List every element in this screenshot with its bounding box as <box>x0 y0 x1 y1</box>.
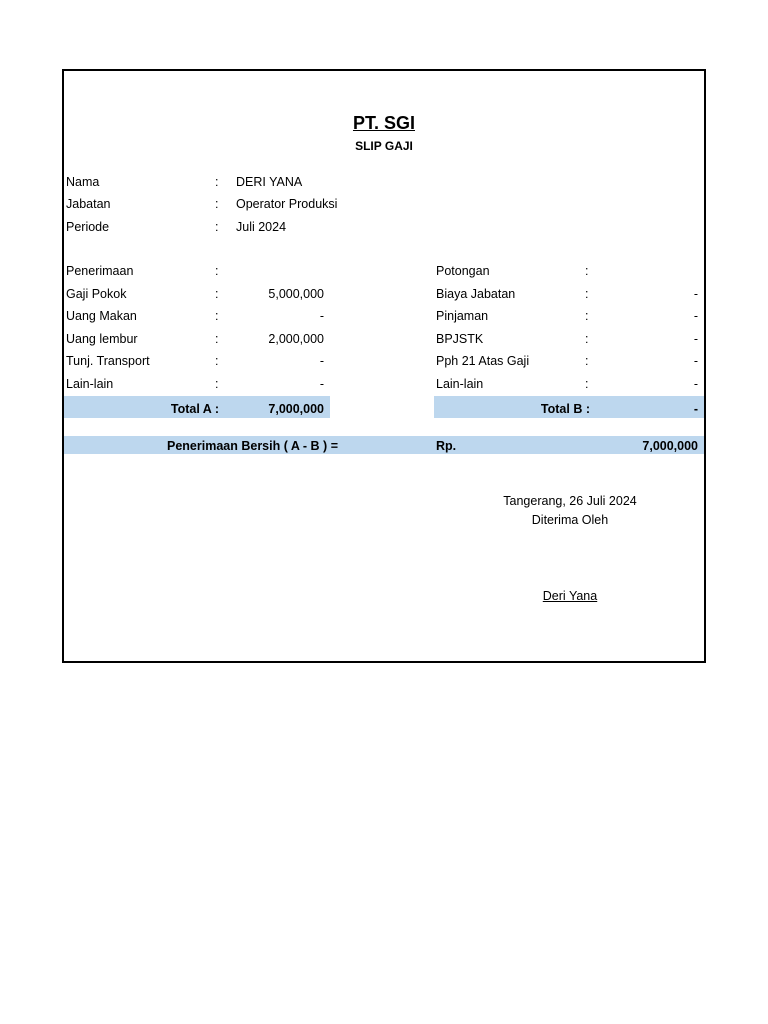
deduction-label: Biaya Jabatan <box>436 287 516 301</box>
net-pay-currency: Rp. <box>436 439 457 453</box>
earning-value: 5,000,000 <box>268 287 324 301</box>
earnings-header: Penerimaan <box>66 264 134 278</box>
earning-label: Uang Makan <box>66 309 137 323</box>
earning-colon: : <box>215 309 219 323</box>
earning-colon: : <box>215 332 219 346</box>
earning-label: Tunj. Transport <box>66 354 150 368</box>
earning-label: Lain-lain <box>66 377 114 391</box>
period-value: Juli 2024 <box>236 220 287 234</box>
earning-value: 2,000,000 <box>268 332 324 346</box>
total-a-label: Total A : <box>170 402 219 416</box>
deduction-value: - <box>693 287 698 301</box>
deductions-header-colon: : <box>585 264 589 278</box>
position-colon: : <box>215 197 219 211</box>
slip-title: SLIP GAJI <box>355 139 413 153</box>
earning-label: Gaji Pokok <box>66 287 127 301</box>
net-pay-label: Penerimaan Bersih ( A - B ) = <box>167 439 338 453</box>
deduction-colon: : <box>585 287 589 301</box>
period-label: Periode <box>66 220 110 234</box>
earning-label: Uang lembur <box>66 332 138 346</box>
name-colon: : <box>215 175 219 189</box>
earnings-header-colon: : <box>215 264 219 278</box>
earning-colon: : <box>215 354 219 368</box>
signature-place-date: Tangerang, 26 Juli 2024 <box>503 494 637 508</box>
signature-received-by: Diterima Oleh <box>531 513 609 527</box>
deduction-label: Pph 21 Atas Gaji <box>436 354 530 368</box>
earning-value: - <box>319 309 324 323</box>
deduction-label: Lain-lain <box>436 377 484 391</box>
total-b-value: - <box>693 402 698 416</box>
total-b-label: Total B : <box>540 402 590 416</box>
deduction-value: - <box>693 332 698 346</box>
salary-slip <box>62 69 706 663</box>
name-value: DERI YANA <box>236 175 303 189</box>
signature-signer-name: Deri Yana <box>542 589 598 603</box>
deductions-header: Potongan <box>436 264 490 278</box>
deduction-value: - <box>693 309 698 323</box>
deduction-colon: : <box>585 377 589 391</box>
position-label: Jabatan <box>66 197 111 211</box>
deduction-label: Pinjaman <box>436 309 489 323</box>
total-a-value: 7,000,000 <box>268 402 324 416</box>
deduction-label: BPJSTK <box>436 332 484 346</box>
deduction-colon: : <box>585 332 589 346</box>
earning-colon: : <box>215 377 219 391</box>
period-colon: : <box>215 220 219 234</box>
name-label: Nama <box>66 175 100 189</box>
deduction-value: - <box>693 377 698 391</box>
earning-value: - <box>319 354 324 368</box>
earning-colon: : <box>215 287 219 301</box>
net-pay-value: 7,000,000 <box>642 439 698 453</box>
deduction-colon: : <box>585 309 589 323</box>
deduction-colon: : <box>585 354 589 368</box>
company-name: PT. SGI <box>352 113 415 133</box>
deduction-value: - <box>693 354 698 368</box>
position-value: Operator Produksi <box>236 197 338 211</box>
earning-value: - <box>319 377 324 391</box>
